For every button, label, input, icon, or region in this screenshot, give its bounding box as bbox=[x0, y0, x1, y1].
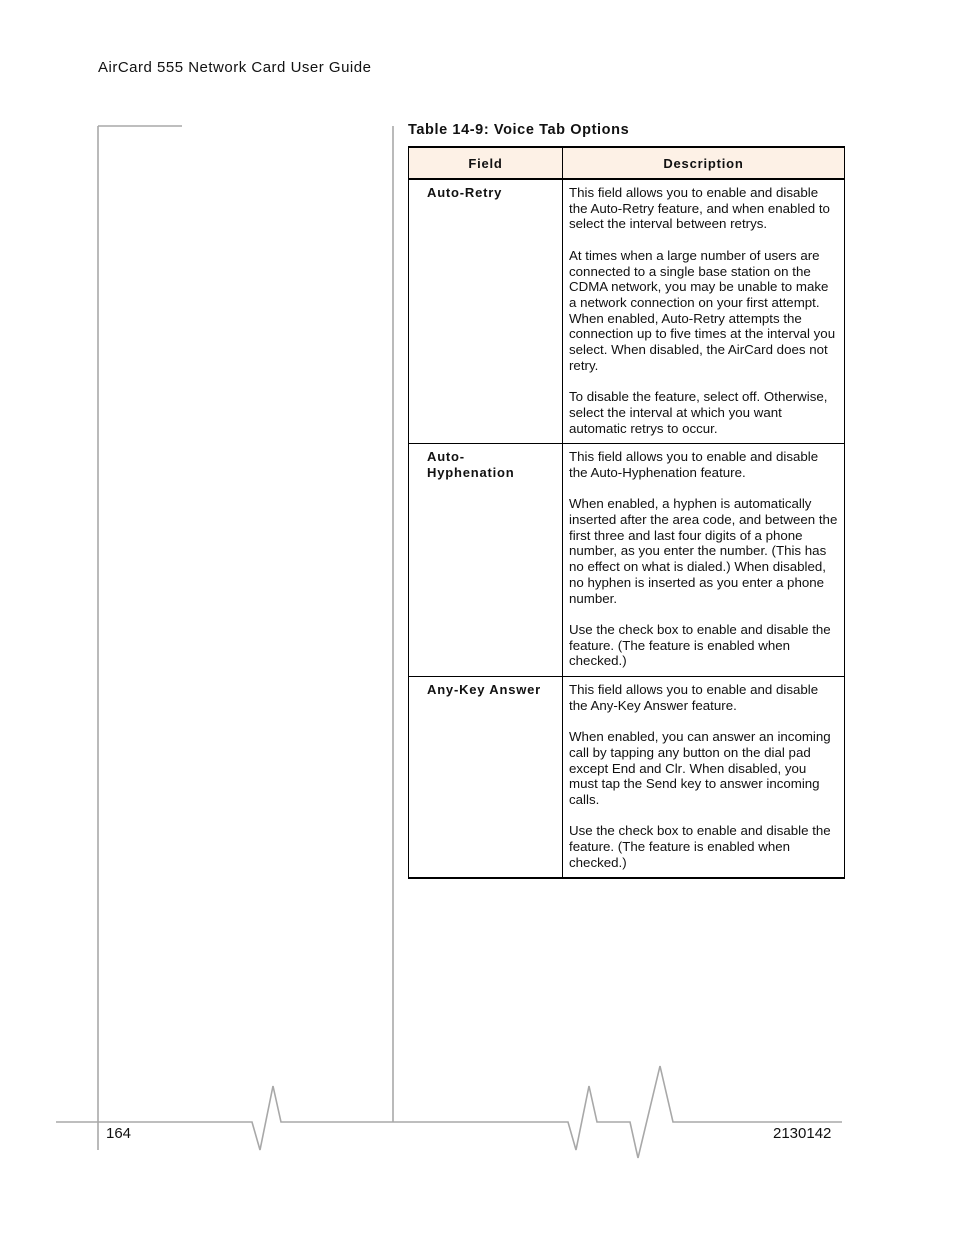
description-paragraph bbox=[569, 389, 838, 436]
field-column-header: Field bbox=[409, 147, 563, 179]
description-paragraph: Use the check box to enable and disable the feature. (The feature is enabled when checked.) bbox=[569, 823, 831, 870]
description-auto-hyphenation bbox=[563, 444, 845, 677]
field-name-line: Hyphenation bbox=[427, 465, 515, 481]
keyword-off: off bbox=[741, 389, 757, 405]
field-name-auto-hyphenation bbox=[409, 444, 563, 677]
text-run: . Otherwise, select the interval at which you want automatic retrys to occur. bbox=[569, 389, 828, 436]
description-any-key-answer bbox=[563, 677, 845, 879]
description-auto-retry bbox=[563, 179, 845, 444]
description-paragraph: At times when a large number of users are connected to a single base station on the CDMA network, you may be unable to make a network connection on your first attempt. When enabled, Auto-Retry attempts the connection up to five times at the interval you select. When disabled, the AirCard does not retry. bbox=[569, 247, 836, 373]
field-name-any-key-answer: Any-Key Answer bbox=[409, 677, 563, 879]
keyword-clr: Clr bbox=[665, 760, 683, 776]
field-name-auto-retry: Auto-Retry bbox=[409, 179, 563, 444]
text-run: To disable the feature, select bbox=[569, 389, 742, 405]
description-paragraph: Use the check box to enable and disable the feature. (The feature is enabled when checked.) bbox=[569, 621, 831, 669]
text-run: key to answer incoming calls. bbox=[569, 776, 820, 807]
text-run: and bbox=[635, 760, 666, 776]
document-number: 2130142 bbox=[773, 1125, 832, 1142]
description-paragraph: This field allows you to enable and disable the Auto-Hyphenation feature. bbox=[569, 449, 819, 480]
keyword-end: End bbox=[611, 760, 636, 776]
table-header-row bbox=[409, 147, 845, 179]
description-paragraph bbox=[569, 729, 838, 808]
keyword-send: Send bbox=[645, 776, 677, 792]
page-number: 164 bbox=[106, 1125, 132, 1142]
description-paragraph: When enabled, a hyphen is automatically inserted after the area code, and between the first three and last four digits of a phone number, as you enter the number. (This has no effect on what is dialed.) When disabled, no hyphen is inserted as you enter a phone number. bbox=[569, 496, 838, 606]
table-row-auto-retry bbox=[409, 179, 845, 444]
table-row-auto-hyphenation bbox=[409, 444, 845, 677]
description-column-header: Description bbox=[563, 147, 845, 179]
text-run: . When disabled, you must tap the bbox=[569, 760, 807, 792]
table-caption: Table 14-9: Voice Tab Options bbox=[408, 122, 630, 138]
table-row-any-key-answer bbox=[409, 677, 845, 879]
field-name-line: Auto- bbox=[427, 449, 465, 465]
description-paragraph: This field allows you to enable and disable the Any-Key Answer feature. bbox=[569, 682, 819, 713]
running-header: AirCard 555 Network Card User Guide bbox=[98, 59, 372, 76]
text-run: When enabled, you can answer an incoming call by tapping any button on the dial pad except bbox=[569, 729, 831, 776]
voice-tab-options-table bbox=[408, 146, 845, 879]
description-paragraph: This field allows you to enable and disable the Auto-Retry feature, and when enabled to select the interval between retrys. bbox=[569, 185, 830, 232]
